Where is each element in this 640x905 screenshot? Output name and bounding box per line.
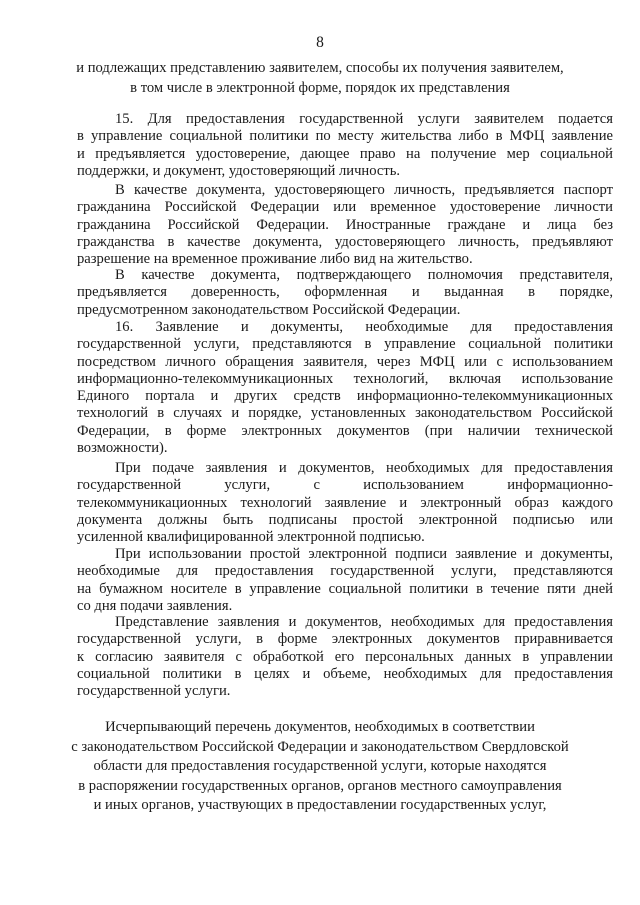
text-line: Единого портала и других средств информационно-телекоммуникационных [77, 388, 613, 405]
text-line: гражданства в качестве документа, удостоверяющего личность, предъявляют [77, 233, 613, 250]
section-heading-bottom [0, 718, 640, 816]
heading-line: с законодательством Российской Федерации и законодательством Свердловской [71, 738, 569, 755]
text-line: государственной услуги, с использованием информационно- [77, 477, 613, 494]
text-line: Представление заявления и документов, необходимых для предоставления [115, 614, 613, 630]
paragraph-electronic-signature [77, 460, 613, 546]
paragraph-simple-signature [77, 546, 613, 615]
heading-line: в распоряжении государственных органов, органов местного самоуправления [78, 777, 562, 794]
text-line: предусмотренном законодательством Российской Федерации. [77, 301, 461, 318]
text-line: необходимые для предоставления государственной услуги, представляются [77, 563, 613, 580]
text-line: государственной услуги, в форме электронных документов приравнивается [77, 631, 613, 648]
text-line: возможности). [77, 440, 168, 457]
text-line: посредством личного обращения заявителя, через МФЦ или с использованием [77, 353, 613, 370]
paragraph-16 [77, 319, 613, 457]
text-line: гражданина Российской Федерации или временное удостоверение личности [77, 199, 613, 216]
text-line: 16. Заявление и документы, необходимые для предоставления [115, 319, 613, 335]
text-line: к согласию заявителя с обработкой его персональных данных в управлении [77, 648, 613, 665]
text-line: социальной политики в целях и объеме, необходимых для предоставления [77, 665, 613, 682]
text-line: 15. Для предоставления государственной услуги заявителем подается [115, 111, 613, 127]
text-line: государственной услуги, представляются в управление социальной политики [77, 336, 613, 353]
heading-line: и иных органов, участвующих в предоставлении государственных услуг, [93, 797, 547, 813]
text-line: При подаче заявления и документов, необходимых для предоставления [115, 460, 613, 476]
text-line: разрешение на временное проживание либо вид на жительство. [77, 251, 473, 268]
text-line: информационно-телекоммуникационных технологий, включая использование [77, 370, 613, 387]
text-line: в управление социальной политики по месту жительства либо в МФЦ заявление [77, 128, 613, 145]
text-line: со дня подачи заявления. [77, 597, 233, 614]
paragraph-personal-data-consent [77, 614, 613, 700]
text-line: усиленной квалифицированной электронной подписью. [77, 529, 425, 546]
text-line: технологий в случаях и порядке, установленных законодательством Российской [77, 405, 613, 422]
heading-line: в том числе в электронной форме, порядок их представления [130, 79, 510, 96]
heading-line: области для предоставления государственной услуги, которые находятся [93, 758, 547, 774]
text-line: и предъявляется удостоверение, дающее право на получение мер социальной [77, 145, 613, 162]
paragraph-15 [77, 111, 613, 180]
heading-line: и подлежащих представлению заявителем, способы их получения заявителем, [76, 60, 564, 76]
text-line: При использовании простой электронной подписи заявление и документы, [115, 546, 613, 562]
paragraph-representative [77, 267, 613, 319]
text-line: В качестве документа, подтверждающего полномочия представителя, [115, 267, 613, 283]
page-number: 8 [316, 34, 324, 51]
text-line: на бумажном носителе в управление социальной политики в течение пяти дней [77, 580, 613, 597]
text-line: В качестве документа, удостоверяющего личность, предъявляется паспорт [115, 182, 613, 198]
text-line: телекоммуникационных технологий заявление и электронный образ каждого [77, 494, 613, 511]
section-heading-top [0, 59, 640, 98]
text-line: поддержки, и документ, удостоверяющий личность. [77, 162, 401, 179]
heading-line: Исчерпывающий перечень документов, необходимых в соответствии [105, 719, 535, 735]
text-line: гражданина Российской Федерации. Иностранные граждане и лица без [77, 216, 613, 233]
text-line: предъявляется доверенность, оформленная и выданная в порядке, [77, 284, 613, 301]
text-line: Федерации, в форме электронных документов (при наличии технической [77, 422, 613, 439]
text-line: государственной услуги. [77, 683, 231, 700]
paragraph-identity-document [77, 182, 613, 268]
text-line: документа должны быть подписаны простой электронной подписью или [77, 511, 613, 528]
